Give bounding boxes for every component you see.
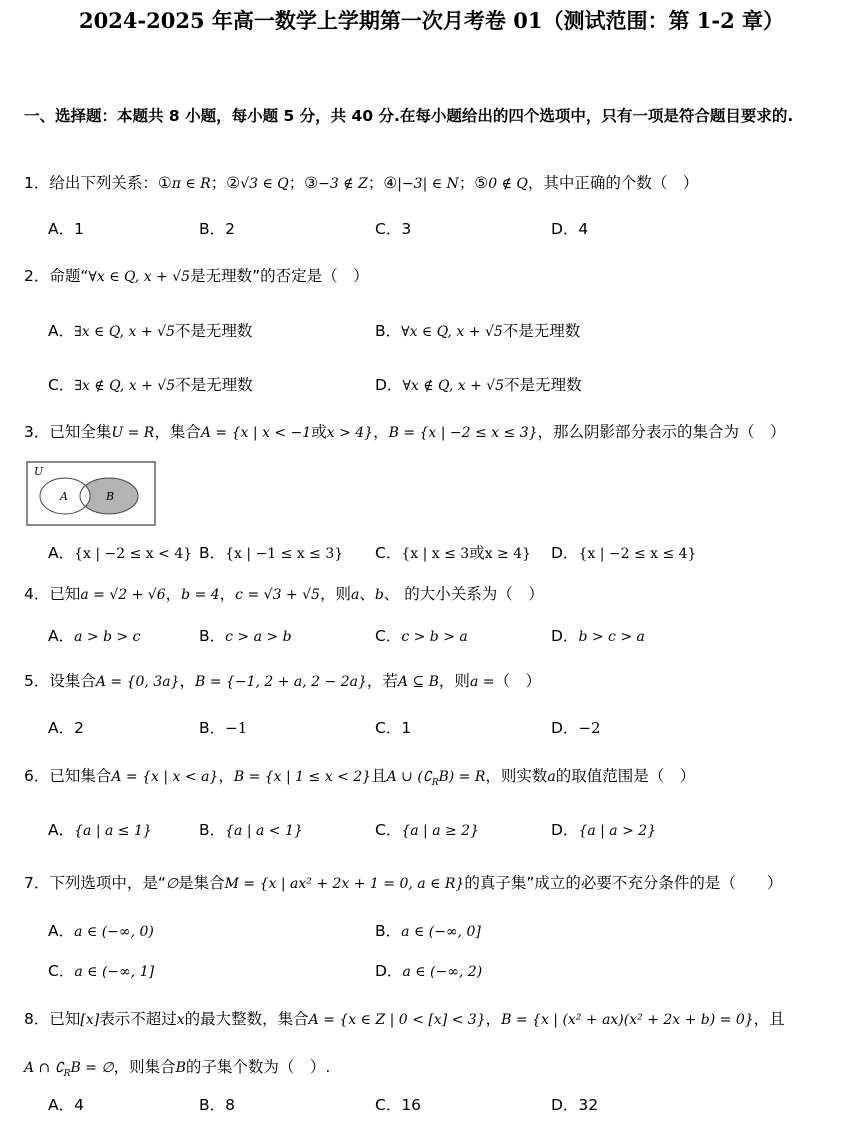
q1-sep-3: ；④ [367, 174, 398, 192]
q4-sep-2: ， [219, 585, 236, 603]
q7-option-c[interactable] [48, 960, 154, 983]
q8-sep-3: ， [485, 1010, 502, 1028]
q1-stem-pre: 1．给出下列关系：① [24, 174, 172, 192]
q6-option-c[interactable] [375, 819, 479, 842]
q4-math-4: a [350, 587, 360, 603]
q4-sep-3: ，则 [319, 585, 351, 603]
q8-line2-math-1-sub: R [63, 1069, 71, 1080]
q5-math-4: a = [469, 674, 495, 690]
q4-option-a-math: a > b > c [74, 629, 141, 645]
question-4 [24, 583, 544, 606]
q2-option-a-math: ∃x ∈ Q, x + √5 [74, 324, 175, 340]
q2-option-c-text: 不是无理数 [175, 376, 253, 394]
q2-option-a-label: A． [48, 322, 75, 340]
q3-option-d-math: {x | −2 ≤ x ≤ 4} [578, 546, 697, 562]
q5-option-d-label: D． [551, 719, 579, 737]
question-1 [24, 172, 698, 195]
q3-stem-pre: 3．已知全集 [24, 423, 112, 441]
q4-math-5: b [374, 587, 384, 603]
q7-sep-1: 是集合 [178, 874, 225, 892]
question-6 [24, 765, 695, 794]
q5-sep-1: ， [179, 672, 196, 690]
q8-math-4: B = {x | (x² + ax)(x² + 2x + b) = 0} [501, 1012, 754, 1028]
q5-option-d-value: −2 [578, 719, 601, 737]
q6-math-1: A = {x | x < a} [111, 769, 219, 785]
question-3 [24, 421, 786, 444]
q3-sep-2: 或 [311, 423, 327, 441]
q7-option-a[interactable] [48, 920, 154, 943]
venn-label-b: B [106, 490, 115, 503]
question-2 [24, 265, 369, 288]
q4-stem-pre: 4．已知 [24, 585, 81, 603]
q5-sep-2: ，若 [366, 672, 398, 690]
q6-math-2: B = {x | 1 ≤ x < 2} [233, 769, 372, 785]
q8-option-d[interactable]: D．32 [551, 1096, 599, 1114]
q7-math-2: M = {x | ax² + 2x + 1 = 0, a ∈ R} [224, 876, 465, 892]
q2-option-d-math: ∀x ∉ Q, x + √5 [402, 378, 505, 394]
q1-math-5: 0 ∉ Q [488, 176, 528, 192]
q2-option-c-math: ∃x ∉ Q, x + √5 [74, 378, 176, 394]
q5-option-c-value: 1 [401, 719, 412, 737]
q3-math-2: A = {x | x < −1 [200, 425, 312, 441]
q7-option-a-math: a ∈ (−∞, 0) [74, 924, 154, 940]
q5-option-b-label: B． [199, 719, 226, 737]
q8-option-b[interactable]: B．8 [199, 1096, 235, 1114]
q6-option-d-label: D． [551, 821, 579, 839]
q4-option-d-label: D． [551, 627, 579, 645]
q5-option-d[interactable] [551, 717, 601, 739]
q6-option-d-math: {a | a > 2} [578, 823, 657, 839]
q4-option-a-label: A． [48, 627, 75, 645]
q3-option-d[interactable] [551, 542, 696, 565]
q3-option-c[interactable] [375, 542, 531, 565]
q2-option-c-label: C． [48, 376, 75, 394]
q2-stem-post: 是无理数”的否定是（ ） [190, 267, 369, 285]
question-7 [24, 872, 782, 895]
q8-line2-post: 的子集个数为（ ）. [185, 1058, 331, 1076]
q8-stem-post: ，且 [753, 1010, 785, 1028]
q2-option-d[interactable] [375, 374, 582, 397]
q5-option-c[interactable] [375, 717, 411, 739]
q1-sep-2: ；③ [288, 174, 319, 192]
q8-sep-1: 表示不超过 [99, 1010, 177, 1028]
q7-stem-post: 的真子集”成立的必要不充分条件的是（ ） [464, 874, 783, 892]
q7-option-d[interactable] [375, 960, 482, 983]
q2-option-a[interactable] [48, 320, 252, 343]
q4-stem-post: 、 的大小关系为（ ） [383, 585, 544, 603]
q4-option-c-math: c > b > a [401, 629, 468, 645]
q4-option-a[interactable] [48, 625, 141, 648]
q4-option-c-label: C． [375, 627, 402, 645]
question-8-line-2 [24, 1056, 330, 1085]
q2-math-1: ∀x ∈ Q, x + √5 [88, 269, 191, 285]
q7-option-b-math: a ∈ (−∞, 0] [401, 924, 481, 940]
q4-math-2: b = 4 [181, 587, 220, 603]
q8-line2-math-2: B [175, 1060, 186, 1076]
q8-math-1: [x] [80, 1012, 100, 1028]
q8-math-2: x [176, 1012, 185, 1028]
q1-option-a[interactable]: A．1 [48, 220, 84, 238]
q3-option-c-math-2: x ≥ 4} [484, 546, 532, 562]
q8-stem-pre: 8．已知 [24, 1010, 81, 1028]
q4-sep-1: ， [165, 585, 182, 603]
q6-option-b[interactable] [199, 819, 303, 842]
q6-option-c-label: C． [375, 821, 402, 839]
q7-option-d-math: a ∈ (−∞, 2) [402, 964, 483, 980]
q6-option-a[interactable] [48, 819, 152, 842]
q7-math-1: ∅ [165, 876, 179, 892]
q1-option-c[interactable]: C．3 [375, 220, 412, 238]
q1-sep-1: ；② [210, 174, 241, 192]
q8-line2-math-1: A ∩ ∁ [24, 1060, 64, 1076]
q4-sep-4: 、 [359, 585, 375, 603]
q7-option-b[interactable] [375, 920, 481, 943]
q7-option-a-label: A． [48, 922, 75, 940]
q5-option-c-label: C． [375, 719, 402, 737]
q6-option-b-label: B． [199, 821, 226, 839]
q1-math-3: −3 ∉ Z [318, 176, 368, 192]
q3-option-c-label: C． [375, 544, 402, 562]
q3-option-d-label: D． [551, 544, 579, 562]
q5-math-3: A ⊆ B [397, 674, 439, 690]
q1-option-d[interactable]: D．4 [551, 220, 589, 238]
q5-stem-pre: 5．设集合 [24, 672, 96, 690]
q4-option-b-label: B． [199, 627, 226, 645]
q3-option-b[interactable] [199, 542, 343, 565]
q5-math-1: A = {0, 3a} [95, 674, 180, 690]
q8-math-3: A = {x ∈ Z | 0 < [x] < 3} [308, 1012, 486, 1028]
q3-option-b-math: {x | −1 ≤ x ≤ 3} [225, 546, 344, 562]
q1-sep-4: ；⑤ [458, 174, 489, 192]
q3-option-a[interactable] [48, 542, 192, 565]
q3-option-b-label: B． [199, 544, 226, 562]
venn-label-a: A [60, 490, 68, 503]
q3-option-a-label: A． [48, 544, 75, 562]
q8-option-c[interactable]: C．16 [375, 1096, 422, 1114]
q7-option-c-math: a ∈ (−∞, 1] [74, 964, 155, 980]
page-title: 2024-2025 年高一数学上学期第一次月考卷 01（测试范围：第 1-2 章） [78, 8, 784, 33]
q2-stem-pre: 2．命题“ [24, 267, 89, 285]
q5-option-a-value: 2 [74, 719, 84, 737]
question-5 [24, 670, 541, 693]
q2-option-a-text: 不是无理数 [174, 322, 253, 340]
q6-sep-2: 且 [371, 767, 387, 785]
q6-math-3b: B) = R [438, 769, 486, 785]
q4-math-1: a = √2 + √6 [80, 587, 166, 603]
q2-option-c[interactable] [48, 374, 253, 397]
q5-math-2: B = {−1, 2 + a, 2 − 2a} [195, 674, 367, 690]
q6-sep-1: ， [218, 767, 234, 785]
q6-option-a-math: {a | a ≤ 1} [74, 823, 152, 839]
q4-math-3: c = √3 + √5 [235, 587, 320, 603]
q5-stem-post: （ ） [494, 672, 541, 690]
q7-option-d-label: D． [375, 962, 403, 980]
q1-math-1: π ∈ R [171, 176, 211, 192]
q6-math-3: A ∪ (∁ [386, 769, 432, 785]
q6-sep-3: ，则实数 [485, 767, 548, 785]
q3-math-4: B = {x | −2 ≤ x ≤ 3} [388, 425, 538, 441]
q3-option-a-math: {x | −2 ≤ x < 4} [74, 546, 193, 562]
q6-option-a-label: A． [48, 821, 75, 839]
q6-option-b-math: {a | a < 1} [225, 823, 303, 839]
q7-option-b-label: B． [375, 922, 402, 940]
q3-math-1: U = R [111, 425, 155, 441]
q3-sep-3: ， [373, 423, 389, 441]
q8-line2-sep-1: ，则集合 [113, 1058, 176, 1076]
q2-option-b-text: 不是无理数 [502, 322, 581, 340]
q1-math-4: |−3| ∈ N [397, 176, 459, 192]
q4-option-b[interactable] [199, 625, 292, 648]
q5-option-a-label: A． [48, 719, 75, 737]
q2-option-d-label: D． [375, 376, 403, 394]
q2-option-b[interactable] [375, 320, 580, 343]
q2-option-b-math: ∀x ∈ Q, x + √5 [401, 324, 503, 340]
q6-option-d[interactable] [551, 819, 656, 842]
q1-option-b[interactable]: B．2 [199, 220, 235, 238]
section-heading: 一、选择题：本题共 8 小题，每小题 5 分，共 40 分.在每小题给出的四个选项中，只有一项是符合题目要求的. [24, 107, 794, 125]
q5-sep-3: ，则 [438, 672, 470, 690]
venn-label-u: U [34, 465, 44, 478]
q4-option-d-math: b > c > a [578, 629, 645, 645]
q6-stem-pre: 6．已知集合 [24, 767, 112, 785]
q3-math-3: x > 4} [326, 425, 374, 441]
q4-option-d[interactable] [551, 625, 645, 648]
question-8 [24, 1008, 785, 1031]
q3-option-c-text: 或 [469, 544, 485, 562]
q5-option-b-value: −1 [225, 719, 248, 737]
q1-math-2: √3 ∈ Q [240, 176, 289, 192]
venn-diagram [26, 461, 156, 526]
q6-option-c-math: {a | a ≥ 2} [401, 823, 479, 839]
q4-option-b-math: c > a > b [225, 629, 292, 645]
q6-stem-post: 的取值范围是（ ） [555, 767, 696, 785]
q2-option-d-text: 不是无理数 [504, 376, 582, 394]
q8-option-a[interactable]: A．4 [48, 1096, 84, 1114]
q7-option-c-label: C． [48, 962, 75, 980]
q7-stem-pre: 7．下列选项中，是“ [24, 874, 166, 892]
q1-stem-post: ，其中正确的个数（ ） [527, 174, 699, 192]
q8-line2-math-1b: B = ∅ [70, 1060, 114, 1076]
q5-option-b[interactable] [199, 717, 247, 739]
q3-option-c-math: {x | x ≤ 3 [401, 546, 470, 562]
q6-math-3-sub: R [431, 778, 439, 789]
q8-sep-2: 的最大整数，集合 [184, 1010, 309, 1028]
q3-sep-1: ，集合 [154, 423, 201, 441]
q4-option-c[interactable] [375, 625, 468, 648]
q5-option-a[interactable] [48, 717, 84, 739]
q6-math-4: a [547, 769, 556, 785]
q3-stem-post: ，那么阴影部分表示的集合为（ ） [537, 423, 786, 441]
q2-option-b-label: B． [375, 322, 402, 340]
